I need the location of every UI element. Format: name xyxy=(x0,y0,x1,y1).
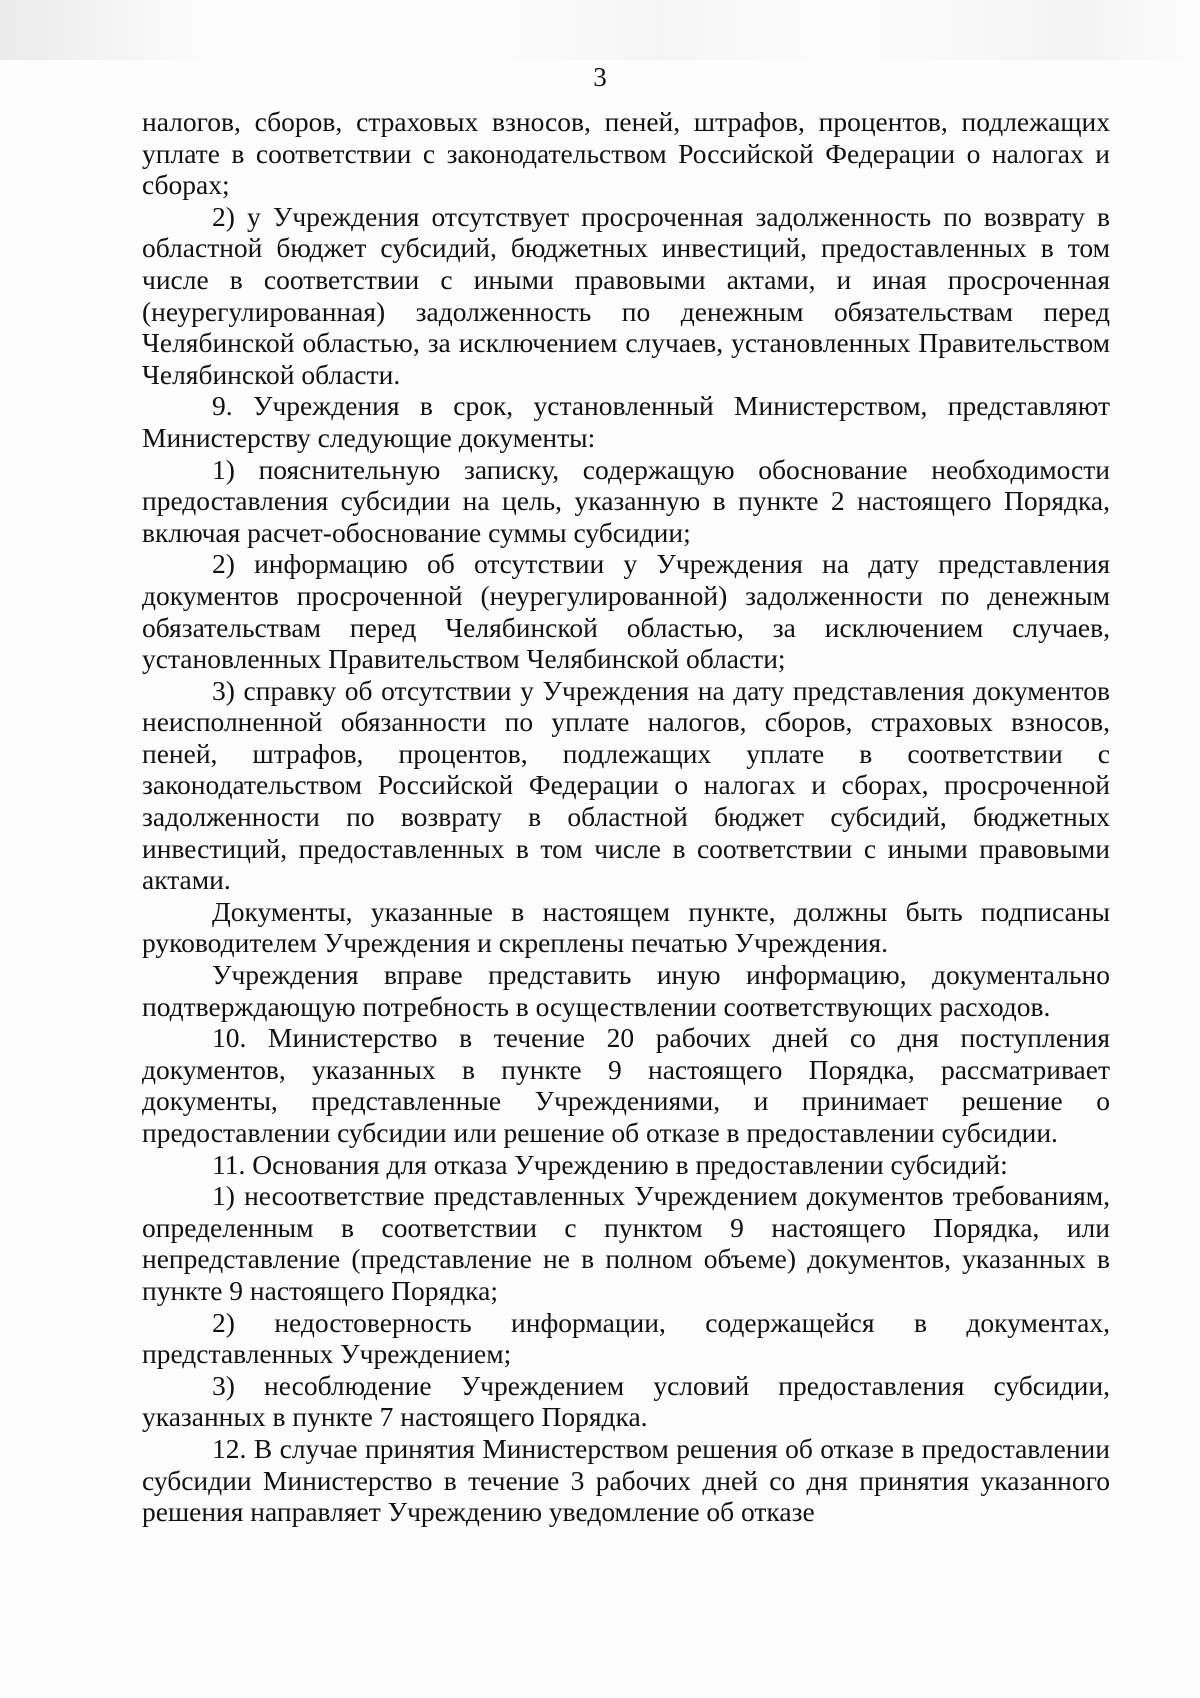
paragraph-clause-10: 10. Министерство в течение 20 рабочих дней со дня поступления документов, указанных в пункте 9 настоящего Порядка, рассматривает документы, представленные Учреждениями, и принимает решение о предоставлении субсидии или решение об отказе в предоставлении субсидии. xyxy=(142,1022,1110,1148)
paragraph-clause-11: 11. Основания для отказа Учреждению в предоставлении субсидий: xyxy=(212,1148,1008,1180)
paragraph-additional-info: Учреждения вправе представить иную информацию, документально подтверждающую потребность в осуществлении соответствующих расходов. xyxy=(142,959,1110,1022)
paragraph-clause-9-item-1: 1) пояснительную записку, содержащую обоснование необходимости предоставления субсидии на цель, указанную в пункте 2 настоящего Порядка, включая расчет-обоснование суммы субсидии; xyxy=(142,453,1110,548)
paragraph-signature-note: Документы, указанные в настоящем пункте, должны быть подписаны руководителем Учреждения и скреплены печатью Учреждения. xyxy=(142,895,1110,959)
document-body xyxy=(142,106,1110,1528)
paragraph-clause-11-item-2: 2) недостоверность информации, содержащейся в документах, представленных Учреждением; xyxy=(142,1306,1110,1370)
scan-artifact xyxy=(0,0,1200,60)
paragraph-item-2: 2) у Учреждения отсутствует просроченная задолженность по возврату в областной бюджет субсидий, бюджетных инвестиций, предоставленных в том числе в соответствии с иными правовыми актами, и иная просроченная (неурегулированная) задолженность по денежным обязательствам перед Челябинской областью, за исключением случаев, установленных Правительством Челябинской области. xyxy=(142,200,1110,390)
paragraph-continuation: налогов, сборов, страховых взносов, пеней, штрафов, процентов, подлежащих уплате в соответствии с законодательством Российской Федерации о налогах и сборах; xyxy=(142,106,1110,201)
paragraph-clause-11-item-3: 3) несоблюдение Учреждением условий предоставления субсидии, указанных в пункте 7 настоящего Порядка. xyxy=(142,1369,1110,1433)
paragraph-clause-9-item-3: 3) справку об отсутствии у Учреждения на дату представления документов неисполненной обязанности по уплате налогов, сборов, страховых взносов, пеней, штрафов, процентов, подлежащих уплате в соответствии с законодательством Российской Федерации о налогах и сборах, просроченной задолженности по возврату в областной бюджет субсидий, бюджетных инвестиций, предоставленных в том числе в соответствии с иными правовыми актами. xyxy=(142,674,1110,896)
paragraph-clause-9: 9. Учреждения в срок, установленный Министерством, представляют Министерству следующие документы: xyxy=(142,390,1110,453)
page-number: 3 xyxy=(593,62,607,92)
paragraph-clause-11-item-1: 1) несоответствие представленных Учреждением документов требованиям, определенным в соответствии с пунктом 9 настоящего Порядка, или непредставление (представление не в полном объеме) документов, указанных в пункте 9 настоящего Порядка; xyxy=(142,1180,1110,1306)
paragraph-clause-12: 12. В случае принятия Министерством решения об отказе в предоставлении субсидии Министерство в течение 3 рабочих дней со дня принятия указанного решения направляет Учреждению уведомление об отказе xyxy=(142,1432,1110,1528)
paragraph-clause-9-item-2: 2) информацию об отсутствии у Учреждения на дату представления документов просроченной (неурегулированной) задолженности по денежным обязательствам перед Челябинской областью, за исключением случаев, установленных Правительством Челябинской области; xyxy=(142,548,1110,675)
